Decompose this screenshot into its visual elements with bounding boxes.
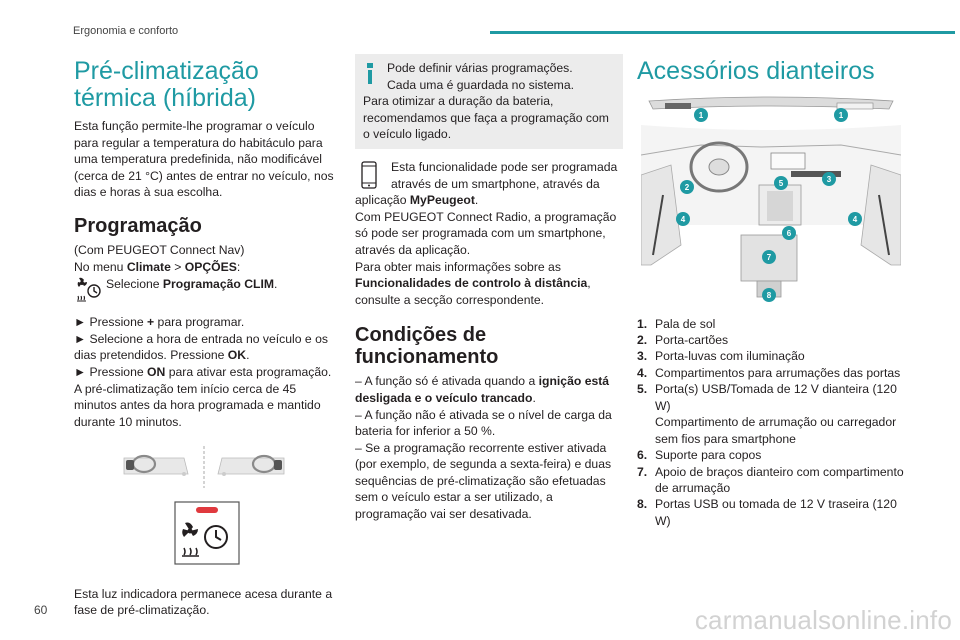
- callout-6: 6: [786, 229, 792, 238]
- cond-3: – Se a programação recorrente estiver ativada (por exemplo, de segunda a sexta-feira) e duas sequências de pré-climatização são efetuadas sem o veículo estar a ser utilizado, a programação vai ser desativada.: [355, 440, 612, 522]
- list-item: 5. Porta(s) USB/Tomada de 12 V dianteira (120 W): [637, 382, 897, 413]
- section-title-accessories: Acessórios dianteiros: [637, 57, 875, 85]
- info-note: Pode definir várias programações. Cada uma é guardada no sistema. Para otimizar a duração da bateria, recomendamos que faça a programação com o veículo ligado.: [355, 54, 623, 149]
- section-title-preclim: Pré-climatização térmica (híbrida): [74, 57, 259, 112]
- smartphone-note: Esta funcionalidade pode ser programada através de um smartphone, através da aplicação MyPeugeot. Com PEUGEOT Connect Radio, a programação só pode ser programada com um smartphone, através da aplicação. Para obter mais informações sobre as Funcionalidades de controlo à distância, consulte a secção correspondente.: [355, 159, 618, 307]
- list-item: 2. Porta-cartões: [637, 333, 729, 347]
- list-item: 3. Porta-luvas com iluminação: [637, 349, 805, 364]
- callout-4b: 4: [852, 215, 858, 224]
- callout-2: 2: [684, 183, 690, 192]
- step-1: ► Pressione + para programar.: [74, 315, 245, 330]
- list-item-extra: Compartimento de arrumação ou carregador sem fios para smartphone: [655, 415, 897, 446]
- running-header: Ergonomia e conforto: [73, 25, 179, 37]
- callout-1a: 1: [698, 111, 704, 120]
- indicator-text: Esta luz indicadora permanece acesa durante a fase de pré-climatização.: [74, 586, 333, 618]
- cond-1: – A função só é ativada quando a ignição está desligada e o veículo trancado.: [355, 374, 610, 405]
- column-left: [74, 50, 336, 619]
- callout-3: 3: [826, 175, 832, 184]
- column-right: [637, 50, 905, 529]
- car-interior-illustration: [641, 95, 905, 312]
- step-2: ► Selecione a hora de entrada no veículo e os dias pretendidos. Pressione OK.: [74, 331, 328, 363]
- callout-7: 7: [766, 253, 772, 262]
- column-middle: [355, 54, 623, 523]
- heading-condicoes: Condições de funcionamento: [355, 324, 499, 369]
- watermark: carmanualsonline.info: [694, 605, 952, 635]
- start-text: A pré-climatização tem início cerca de 45 minutos antes da hora programada e mantido durante 10 minutos.: [74, 381, 321, 429]
- list-item: 1. Pala de sol: [637, 316, 716, 331]
- list-item: 8. Portas USB ou tomada de 12 V traseira (120 W): [637, 497, 897, 528]
- page-number: 60: [34, 603, 48, 617]
- fan-clock-icon: [76, 276, 102, 304]
- callout-4a: 4: [680, 215, 686, 224]
- info-icon: [367, 63, 373, 83]
- step-3: ► Pressione ON para ativar esta programação.: [74, 364, 332, 379]
- heading-programacao: Programação: [74, 214, 202, 237]
- callout-8: 8: [766, 291, 772, 300]
- intro-paragraph: Esta função permite-lhe programar o veículo para regular a temperatura do habitáculo para uma temperatura predefinida, não modificável (cerca de 21 °C) antes de entrar no veículo, nos dias e horas à sua escolha.: [74, 119, 334, 200]
- header-accent-bar: [490, 31, 955, 34]
- select-text: Selecione Programação CLIM.: [106, 277, 278, 292]
- preclim-indicator-illustration: [174, 501, 336, 570]
- select-programacao-row: [76, 276, 336, 304]
- list-item: 7. Apoio de braços dianteiro com compartimento de arrumação: [637, 464, 904, 496]
- prog-line-2: No menu Climate > OPÇÕES:: [74, 259, 241, 274]
- list-item: 4. Compartimentos para arrumações das portas: [637, 365, 901, 380]
- prog-line-1: (Com PEUGEOT Connect Nav): [74, 242, 245, 257]
- smartphone-icon: [361, 161, 377, 189]
- accessories-list: [637, 316, 905, 530]
- dashboard-illustration: [114, 444, 336, 495]
- list-item: 6. Suporte para copos: [637, 448, 762, 463]
- cond-2: – A função não é ativada se o nível de carga da bateria for inferior a 50 %.: [355, 407, 612, 439]
- callout-1b: 1: [838, 111, 844, 120]
- callout-5: 5: [778, 179, 784, 188]
